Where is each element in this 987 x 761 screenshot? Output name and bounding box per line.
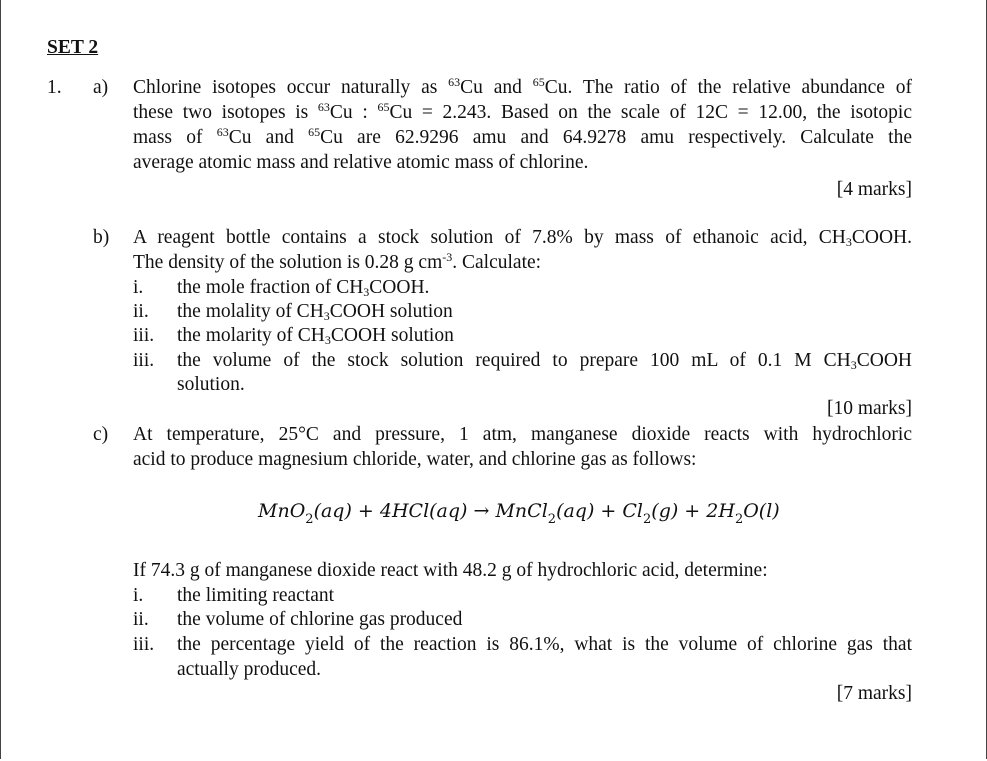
subscript: 3 [323, 309, 330, 323]
text-segment: (aq) + 4HCl(aq) → MnCl [313, 500, 548, 522]
text-segment: COOH [856, 350, 912, 371]
subscript: 3 [850, 358, 857, 372]
subscript: 3 [363, 285, 370, 299]
chemical-equation [258, 500, 780, 527]
text-line [133, 423, 912, 447]
text-segment: these two isotopes is [133, 102, 318, 123]
text-line [133, 226, 912, 250]
marks-label: [4 marks] [836, 179, 912, 200]
marks-label: [7 marks] [836, 683, 912, 704]
text-segment: iii. [133, 325, 155, 346]
part-label: c) [93, 424, 109, 445]
text-segment: Cu and [460, 77, 533, 98]
text-segment: O(l) [743, 500, 780, 522]
text-line [133, 448, 696, 472]
text-line [177, 324, 454, 348]
text-segment: Cu are 62.9296 amu and 64.9278 amu respectively. Calculate the [320, 127, 912, 148]
text-line [177, 373, 245, 397]
text-segment: COOH solution [329, 301, 453, 322]
text-line [133, 633, 154, 657]
text-line [177, 349, 912, 373]
text-line [133, 300, 149, 324]
text-line [177, 276, 429, 300]
marks-label: [10 marks] [826, 398, 912, 419]
text-line [133, 584, 143, 608]
text-line [177, 300, 453, 324]
subscript: 3 [324, 333, 331, 347]
text-segment: actually produced. [177, 659, 322, 680]
text-segment: MnO [258, 500, 306, 522]
text-segment: iii. [133, 634, 155, 655]
superscript: 65 [532, 75, 545, 89]
superscript: 63 [317, 100, 330, 114]
text-segment: the volume of the stock solution required to prepare 100 mL of 0.1 M CH [177, 350, 851, 371]
text-line [133, 126, 912, 150]
text-line [133, 559, 768, 583]
text-line [133, 101, 912, 125]
superscript: 65 [377, 100, 390, 114]
text-segment: the volume of chlorine gas produced [177, 609, 463, 630]
subscript: 2 [734, 512, 744, 527]
text-segment: (g) + 2H [651, 500, 735, 522]
text-segment: (aq) + Cl [556, 500, 643, 522]
text-line [133, 276, 143, 300]
text-segment: Cu : [329, 102, 378, 123]
text-segment: the limiting reactant [177, 585, 335, 606]
text-line [133, 349, 154, 373]
text-line [133, 324, 154, 348]
superscript: 63 [216, 125, 229, 139]
subscript: 2 [643, 512, 652, 527]
text-segment: Cu = 2.243. Based on the scale of 12C = 12.00, the isotopic [389, 102, 912, 123]
superscript: 65 [308, 125, 321, 139]
text-line [133, 251, 541, 275]
text-segment: the percentage yield of the reaction is 86.1%, what is the volume of chlorine gas that [177, 634, 912, 655]
text-segment: i. [133, 277, 144, 298]
text-line [133, 76, 912, 100]
text-segment: At temperature, 25°C and pressure, 1 atm, manganese dioxide reacts with hydrochloric [133, 424, 912, 445]
text-segment: Chlorine isotopes occur naturally as [133, 77, 449, 98]
text-line [177, 658, 321, 682]
text-line [177, 633, 912, 657]
text-segment: If 74.3 g of manganese dioxide react with 48.2 g of hydrochloric acid, determine: [133, 560, 768, 581]
text-segment: solution. [177, 374, 245, 395]
question-number: 1. [47, 77, 62, 98]
text-segment: COOH. [851, 227, 912, 248]
part-label: b) [93, 227, 110, 248]
text-segment: the molality of CH [177, 301, 324, 322]
text-segment: COOH. [369, 277, 430, 298]
text-segment: COOH solution [330, 325, 454, 346]
superscript: 63 [448, 75, 461, 89]
text-line [133, 608, 149, 632]
text-line [177, 608, 462, 632]
text-segment: ii. [133, 609, 149, 630]
text-segment: the mole fraction of CH [177, 277, 364, 298]
text-segment: . Calculate: [452, 252, 542, 273]
subscript: 2 [547, 512, 557, 527]
subscript: 3 [845, 235, 852, 249]
text-segment: iii. [133, 350, 155, 371]
text-line [133, 151, 588, 175]
text-segment: The density of the solution is 0.28 g cm [133, 252, 443, 273]
set-title: SET 2 [47, 37, 99, 58]
text-segment: acid to produce magnesium chloride, water, and chlorine gas as follows: [133, 449, 697, 470]
text-line [177, 584, 334, 608]
text-segment: ii. [133, 301, 149, 322]
text-segment: Cu. The ratio of the relative abundance of [544, 77, 912, 98]
superscript: -3 [442, 250, 453, 264]
subscript: 2 [305, 512, 314, 527]
text-segment: i. [133, 585, 144, 606]
text-segment: mass of [133, 127, 217, 148]
text-segment: the molarity of CH [177, 325, 325, 346]
text-segment: average atomic mass and relative atomic mass of chlorine. [133, 152, 589, 173]
text-segment: A reagent bottle contains a stock solution of 7.8% by mass of ethanoic acid, CH [133, 227, 846, 248]
part-label: a) [93, 77, 109, 98]
text-segment: Cu and [228, 127, 309, 148]
